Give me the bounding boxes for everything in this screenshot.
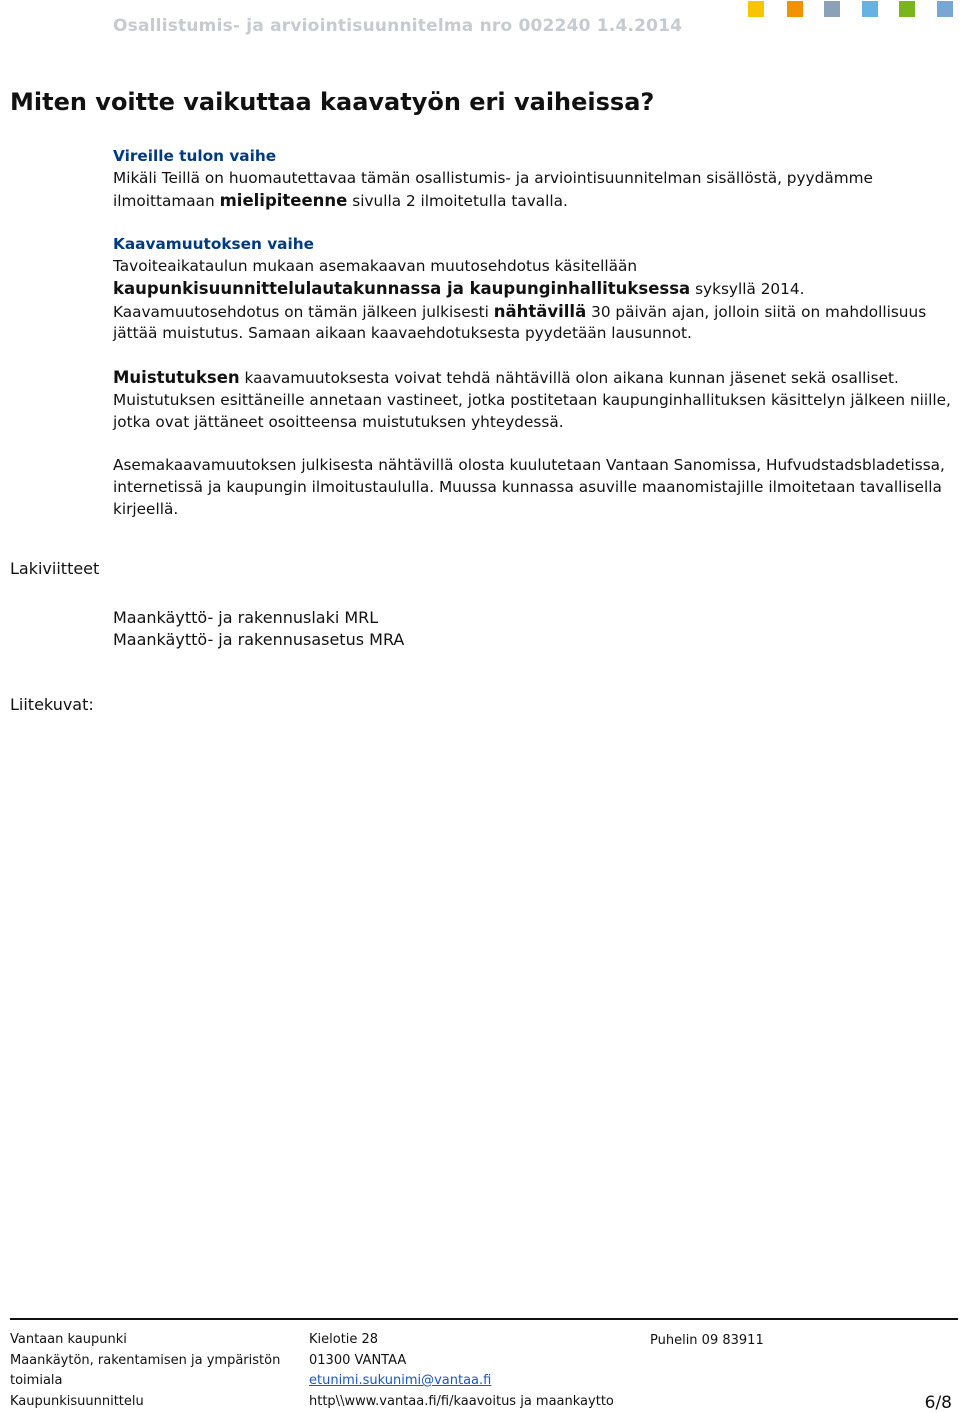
muistutus-text-1: kaavamuutoksesta voivat tehdä nähtävillä olon aikana kunnan jäsenet sekä osalliset. [239,368,899,387]
footer-org-column [10,1330,280,1412]
section-title-kaavamuutos: Kaavamuutoksen vaihe [113,235,315,254]
section-muistutus [113,367,958,433]
square-gray-blue [824,1,840,17]
ilmoitus-paragraph: Asemakaavamuutoksen julkisesta nähtävillä olosta kuulutetaan Vantaan Sanomissa, Hufvudstadsbladetissa, internetissä ja kaupungin ilmoitustaululla. Muussa kunnassa asuville maanomistajille ilmoitetaan tavallisella kirjeellä. [113,456,945,518]
liitekuvat-label: Liitekuvat: [10,695,94,714]
vireille-text-2: sivulla 2 ilmoitetulla tavalla. [347,191,568,210]
muistutus-paragraph-2: Muistutuksen esittäneille annetaan vastineet, jotka postitetaan kaupunginhallituksen käsittelyn jälkeen niille, jotka ovat jättäneet osoitteensa muistutuksen yhteydessä. [113,390,951,431]
kaavamuutos-paragraph-2 [113,301,958,346]
kaavamuutos-line-3: Kaavamuutosehdotus on tämän jälkeen julkisesti [113,302,494,321]
footer-address-column [309,1330,614,1412]
footer-org: Vantaan kaupunki [10,1332,127,1347]
vireille-text-1: Mikäli Teillä on huomautettavaa tämän osallistumis- ja arviointisuunnitelman sisällöstä, pyydämme ilmoittamaan [113,168,873,210]
footer-unit: Kaupunkisuunnittelu [10,1393,144,1409]
law-item: Maankäyttö- ja rakennusasetus MRA [113,630,405,649]
section-vireille [113,146,958,212]
footer-postal: 01300 VANTAA [309,1352,407,1368]
square-yellow [748,1,764,17]
kaavamuutos-bold-2: nähtävillä [493,301,587,321]
lakiviitteet-label: Lakiviitteet [10,559,100,578]
page-heading: Miten voitte vaikuttaa kaavatyön eri vaiheissa? [10,88,655,116]
kaavamuutos-bold-1: kaupunkisuunnittelulautakunnassa ja kaupunginhallituksessa [113,278,691,298]
square-pale-blue [937,1,953,17]
square-orange [787,1,803,17]
main-content [113,146,958,542]
kaavamuutos-line-1: Tavoiteaikataulun mukaan asemakaavan muutosehdotus käsitellään [113,256,638,275]
kaavamuutos-paragraph-1 [113,278,958,301]
muistutus-paragraph-1 [113,367,958,390]
footer-phone: Puhelin 09 83911 [650,1333,764,1348]
square-light-blue [862,1,878,17]
vireille-bold: mielipiteenne [219,190,348,210]
section-kaavamuutos [113,234,958,345]
law-item: Maankäyttö- ja rakennuslaki MRL [113,608,379,627]
kaavamuutos-line-4: 30 päivän ajan, jolloin siitä on mahdollisuus jättää muistutus. Samaan aikaan kaavaehdotuksesta pyydetään lausunnot. [113,302,927,343]
section-title-vireille: Vireille tulon vaihe [113,147,277,165]
kaavamuutos-line-2: syksyllä 2014. [690,279,805,298]
square-green [899,1,915,17]
vireille-paragraph [113,168,958,213]
footer-divider [10,1318,958,1320]
document-title: Osallistumis- ja arviointisuunnitelma nro 002240 1.4.2014 [113,16,683,36]
footer-url[interactable]: http\\www.vantaa.fi/fi/kaavoitus ja maankaytto [309,1393,614,1409]
page-number: 6/8 [924,1393,952,1413]
footer-street: Kielotie 28 [309,1332,379,1347]
muistutus-bold: Muistutuksen [113,367,240,387]
footer-email-link[interactable]: etunimi.sukunimi@vantaa.fi [309,1373,492,1388]
footer-dept-2: toimiala [10,1373,63,1388]
section-ilmoitus [113,455,958,520]
footer-phone-column [650,1331,764,1352]
law-list [113,607,404,651]
footer-dept-1: Maankäytön, rakentamisen ja ympäristön [10,1352,281,1368]
